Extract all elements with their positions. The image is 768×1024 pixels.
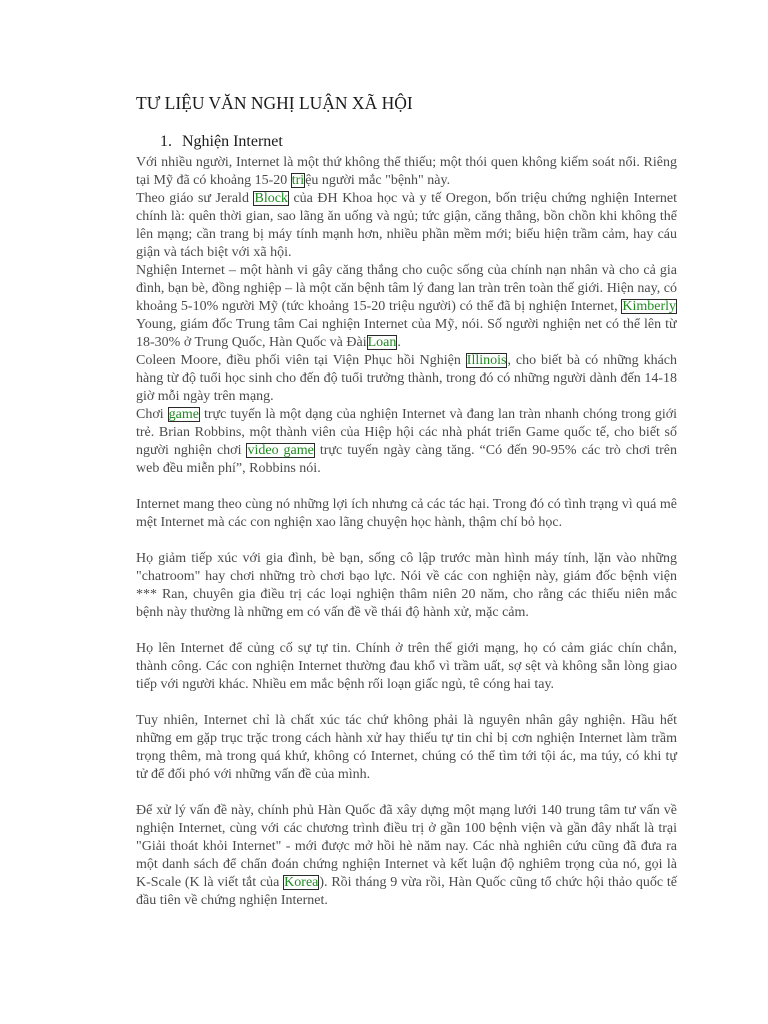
hyperlink-video-game[interactable]: video game: [247, 443, 314, 458]
section-number: 1.: [160, 133, 172, 150]
text-run: Với nhiều người, Internet là một thứ không thể thiếu; một thói quen không kiếm soát nổi. Riêng tại Mỹ đã có khoảng 15-20: [136, 155, 677, 188]
paragraph-1: [136, 154, 677, 190]
text-run: trực tuyến ngày càng tăng. “Có đến 90-95% các trò chơi trên web đều miễn phí”, Robbins nói.: [136, 443, 678, 476]
text-run: Young, giám đốc Trung tâm Cai nghiện Internet của Mỹ, nói. Số người nghiện net có thể lên từ 18-30% ở Trung Quốc, Hàn Quốc và Đài: [136, 317, 677, 350]
paragraph-3: [136, 262, 677, 352]
hyperlink-block[interactable]: Block: [254, 191, 288, 206]
text-run: ). Rồi tháng 9 vừa rồi, Hàn Quốc cũng tổ chức hội thảo quốc tế đầu tiên về chứng nghiện Internet.: [136, 875, 677, 908]
hyperlink-loan[interactable]: Loan: [367, 335, 397, 350]
text-run: .: [397, 335, 401, 350]
paragraph-10: [136, 802, 677, 910]
paragraph-2: [136, 190, 677, 262]
paragraph-4: [136, 352, 677, 406]
hyperlink-kimberly[interactable]: Kimberly: [622, 299, 676, 314]
section-heading: [136, 132, 677, 152]
text-run: Để xử lý vấn đề này, chính phủ Hàn Quốc đã xây dựng một mạng lưới 140 trung tâm tư vấn về nghiện Internet, cùng với các chương trình điều trị ở gần 100 bệnh viện và gần đây nhất là trại "Giải thoát khỏi Internet" - mới được mở hồi hè năm nay. Các nhà nghiên cứu cũng đã đưa ra một danh sách để chẩn đoán chứng nghiện Internet và kết luận độ nghiêm trọng của nó, gọi là K-Scale (K là viết tắt của: [136, 803, 677, 890]
text-run: , cho biết bà có những khách hàng từ độ tuổi học sinh cho đến độ tuổi trưởng thành, trong đó có những người dành đến 14-18 giờ mỗi ngày trên mạng.: [136, 353, 677, 404]
section-label: Nghiện Internet: [182, 133, 283, 150]
hyperlink-illinois[interactable]: Illinois: [466, 353, 507, 368]
hyperlink-tri[interactable]: tri: [291, 173, 305, 188]
text-run: Nghiện Internet – một hành vi gây căng thắng cho cuộc sống của chính nạn nhân và cho cả gia đình, bạn bè, đồng nghiệp – là một căn bệnh tâm lý đang lan tràn trên toàn thế giới. Hiện nay, có khoảng 5-10% người Mỹ (tức khoảng 15-20 triệu người) có thể đã bị nghiện Internet,: [136, 263, 677, 314]
document-title: TƯ LIỆU VĂN NGHỊ LUẬN XÃ HỘI: [136, 93, 413, 113]
paragraph-9: Tuy nhiên, Internet chỉ là chất xúc tác chứ không phải là nguyên nhân gây nghiện. Hầu hết những em gặp trục trặc trong cách hành xử hay thiếu tự tin chỉ bị cơn nghiện Internet làm trầm trọng thêm, mà trong quá khứ, không có Internet, chúng có thể tìm tới tội ác, ma túy, có khi tự tử để đối phó với những vấn đề của mình.: [136, 713, 677, 782]
hyperlink-korea[interactable]: Korea: [284, 875, 319, 890]
paragraph-5: [136, 406, 677, 478]
paragraph-6: Internet mang theo cùng nó những lợi ích nhưng cả các tác hại. Trong đó có tình trạng vì quá mê mệt Internet mà các con nghiện xao lãng chuyện học hành, thậm chí bỏ học.: [136, 497, 677, 530]
hyperlink-game[interactable]: game: [168, 407, 199, 422]
text-run: của ĐH Khoa học và y tế Oregon, bốn triệu chứng nghiện Internet chính là: quên thời gian, sao lãng ăn uống và ngủ; tức giận, căng thẳng, bồn chồn khi không thể lên mạng; cần trang bị máy tính mạnh hơn, nhiều phần mềm mới; biếu hiện trầm cảm, hay cáu giận và tách biệt với xã hội.: [136, 191, 677, 260]
paragraph-8: Họ lên Internet để củng cố sự tự tin. Chính ở trên thế giới mạng, họ có cảm giác chín chắn, thành công. Các con nghiện Internet thường đau khổ vì trầm uất, sợ sệt và không sẵn lòng giao tiếp với người khác. Nhiều em mắc bệnh rối loạn giấc ngủ, tê cóng hai tay.: [136, 641, 677, 692]
text-run: trực tuyến là một dạng của nghiện Internet và đang lan tràn nhanh chóng trong giới trẻ. Brian Robbins, một thành viên của Hiệp hội các nhà phát triển Game quốc tế, cho biết số người nghiện chơi: [136, 407, 677, 458]
text-run: ệu người mắc "bệnh" này.: [305, 173, 451, 188]
paragraph-7: Họ giảm tiếp xúc với gia đình, bè bạn, sống cô lập trước màn hình máy tính, lặn vào những "chatroom" hay chơi những trò chơi bạo lực. Nói về các con nghiện này, giám đốc bệnh viện *** Ran, chuyên gia điều trị các loại nghiện thâm niên 20 năm, cho rằng các thiếu niên mắc bệnh này thường là những em có vấn đề về thái độ hành xử, mặc cảm.: [136, 551, 677, 620]
text-run: Coleen Moore, điều phối viên tại Viện Phục hồi Nghiện: [136, 353, 466, 368]
document-page: [136, 92, 677, 910]
text-run: Theo giáo sư Jerald: [136, 191, 254, 206]
text-run: Chơi: [136, 407, 168, 422]
